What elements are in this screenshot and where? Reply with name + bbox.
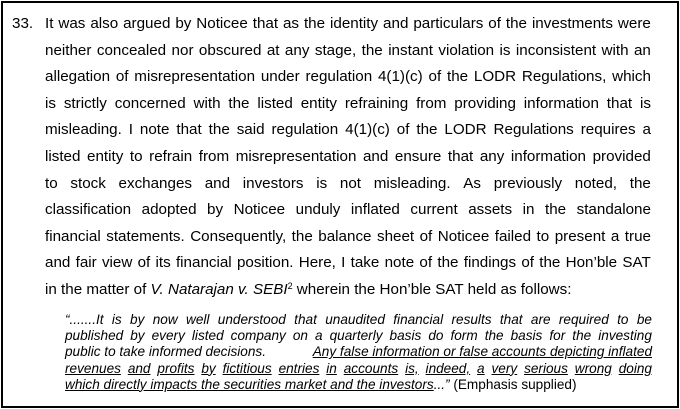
text-line-last bbox=[45, 277, 651, 304]
word: by bbox=[130, 328, 145, 344]
quote-line-last bbox=[65, 377, 652, 393]
word: investing bbox=[598, 328, 652, 344]
word: concealed bbox=[96, 41, 167, 59]
word: is, bbox=[405, 360, 419, 376]
word: of bbox=[428, 68, 442, 86]
word: by bbox=[201, 360, 216, 376]
word: to bbox=[45, 174, 58, 192]
emphasis-note: (Emphasis supplied) bbox=[449, 376, 577, 392]
word: SAT bbox=[622, 254, 651, 272]
word: Hon’ble bbox=[565, 254, 618, 272]
word: note bbox=[139, 121, 170, 139]
word: the bbox=[572, 328, 592, 344]
word: listed bbox=[191, 328, 224, 344]
word: misrepresentation bbox=[134, 68, 256, 86]
text-line bbox=[45, 250, 651, 277]
word: Noticee bbox=[437, 227, 490, 245]
word: inflated bbox=[350, 201, 400, 219]
word: company bbox=[230, 328, 286, 344]
word: note bbox=[384, 254, 415, 272]
word: that bbox=[499, 312, 523, 327]
word: revenues bbox=[65, 360, 121, 376]
word: instant bbox=[388, 41, 433, 59]
word: As bbox=[463, 174, 481, 192]
word: position. bbox=[236, 254, 294, 272]
word: allegation bbox=[45, 68, 111, 86]
word: information bbox=[510, 147, 587, 165]
word: LODR bbox=[444, 121, 487, 139]
word: classification bbox=[45, 201, 132, 219]
word: said bbox=[236, 121, 265, 139]
word: obscured bbox=[198, 41, 262, 59]
word: very bbox=[491, 360, 518, 376]
word: indeed, bbox=[425, 360, 471, 376]
word: failed bbox=[494, 227, 532, 245]
word: the bbox=[228, 94, 250, 112]
word: a bbox=[610, 227, 620, 245]
quote-line bbox=[65, 344, 652, 360]
word: of bbox=[488, 15, 501, 32]
text-after-case: wherein the Hon’ble SAT held as follows: bbox=[292, 280, 572, 298]
quote-end: ...” bbox=[433, 376, 450, 392]
text-line bbox=[45, 91, 651, 118]
word: fair bbox=[75, 254, 97, 272]
word: providing bbox=[454, 94, 516, 112]
word: of bbox=[396, 121, 410, 139]
word: the bbox=[208, 121, 230, 139]
word: stage, bbox=[314, 41, 357, 59]
word: the bbox=[544, 201, 567, 219]
word: is bbox=[499, 41, 511, 59]
word: by bbox=[130, 312, 145, 327]
word: which bbox=[612, 68, 651, 86]
word: a bbox=[315, 328, 323, 344]
word: also bbox=[90, 15, 119, 32]
word: exchanges bbox=[118, 174, 192, 192]
word: do bbox=[428, 328, 444, 344]
word: is bbox=[45, 94, 56, 112]
word: nor bbox=[171, 41, 194, 59]
word: Here, bbox=[298, 254, 336, 272]
word: that bbox=[252, 15, 279, 32]
word: under bbox=[260, 68, 300, 86]
word: of bbox=[521, 254, 534, 272]
word: on bbox=[292, 328, 308, 344]
word: the bbox=[505, 15, 528, 32]
word: stock bbox=[70, 174, 106, 192]
word: a bbox=[642, 121, 651, 139]
word: financial bbox=[45, 227, 101, 245]
word: were bbox=[617, 15, 651, 32]
word: the bbox=[416, 121, 438, 139]
word: with bbox=[193, 94, 221, 112]
word: published bbox=[65, 328, 124, 344]
word: assets bbox=[468, 201, 513, 219]
footnote-marker: 2 bbox=[287, 280, 293, 291]
word: I bbox=[128, 121, 133, 139]
word: misleading. bbox=[373, 174, 451, 192]
word: refrain bbox=[149, 147, 193, 165]
word: listed bbox=[45, 147, 81, 165]
text-line bbox=[45, 224, 651, 251]
word: standalone bbox=[576, 201, 651, 219]
text-line bbox=[45, 197, 651, 224]
word: unaudited bbox=[325, 312, 385, 327]
word: of bbox=[419, 227, 433, 245]
word: basis bbox=[510, 328, 543, 344]
word: that bbox=[447, 147, 474, 165]
word: a bbox=[477, 360, 485, 376]
word: accounts bbox=[343, 360, 399, 376]
text-line bbox=[45, 144, 651, 171]
word: investors bbox=[242, 174, 304, 192]
word: findings bbox=[463, 254, 517, 272]
word: Noticee bbox=[196, 15, 248, 32]
word: Consequently, bbox=[190, 227, 287, 245]
word: serious bbox=[524, 360, 568, 376]
word: basis bbox=[389, 328, 422, 344]
word: misleading. bbox=[45, 121, 122, 139]
word: that bbox=[606, 94, 633, 112]
word: that bbox=[294, 312, 317, 327]
word: quarterly bbox=[329, 328, 383, 344]
word: and bbox=[127, 360, 151, 376]
quote-line bbox=[65, 312, 652, 328]
word: Noticee bbox=[233, 201, 286, 219]
word: and bbox=[45, 254, 71, 272]
word: 4(1)(c) bbox=[345, 121, 390, 139]
word: regulation bbox=[271, 121, 339, 139]
word: of bbox=[115, 68, 129, 86]
word: from bbox=[198, 147, 230, 165]
case-citation: V. Natarajan v. SEBI bbox=[150, 280, 288, 298]
quote-line bbox=[65, 328, 652, 344]
word: to bbox=[617, 312, 629, 327]
word: requires bbox=[580, 121, 636, 139]
word: by bbox=[175, 15, 192, 32]
word: financial bbox=[175, 254, 232, 272]
word: adopted bbox=[141, 201, 197, 219]
word: It bbox=[45, 15, 54, 32]
word: “.......It bbox=[65, 312, 104, 327]
word: any bbox=[284, 41, 310, 59]
word: sheet bbox=[376, 227, 415, 245]
word: is bbox=[640, 94, 651, 112]
word: entries bbox=[278, 360, 320, 376]
word: noted, bbox=[574, 174, 618, 192]
word: understood bbox=[217, 312, 286, 327]
word: well bbox=[186, 312, 210, 327]
word: ensure bbox=[394, 147, 442, 165]
word: from bbox=[416, 94, 447, 112]
word: listed bbox=[257, 94, 293, 112]
word: by bbox=[207, 201, 224, 219]
word: statements. bbox=[106, 227, 185, 245]
word: true bbox=[624, 227, 651, 245]
quote-plain-text: public to take informed decisions. bbox=[65, 344, 270, 360]
word: regulation bbox=[305, 68, 373, 86]
text-before-case: in the matter of bbox=[45, 280, 151, 298]
paragraph-number: 33. bbox=[12, 15, 34, 32]
word: in bbox=[522, 201, 535, 219]
word: inconsistent bbox=[515, 41, 597, 59]
word: refraining bbox=[344, 94, 409, 112]
word: the bbox=[291, 227, 313, 245]
text-line bbox=[45, 117, 651, 144]
text-line bbox=[45, 171, 651, 198]
word: present bbox=[554, 227, 606, 245]
word: profits bbox=[157, 360, 195, 376]
word: unduly bbox=[295, 201, 341, 219]
text-line bbox=[45, 38, 651, 65]
word: every bbox=[151, 328, 185, 344]
paragraph-box bbox=[1, 1, 679, 408]
word: now bbox=[152, 312, 178, 327]
word: concerned bbox=[114, 94, 186, 112]
word: violation bbox=[438, 41, 495, 59]
word: form bbox=[450, 328, 478, 344]
word: was bbox=[58, 15, 86, 32]
word: the bbox=[303, 15, 326, 32]
quote-underlined-text: which directly impacts the securities market and the investors bbox=[65, 376, 434, 392]
block-quote bbox=[65, 312, 652, 393]
word: with bbox=[601, 41, 629, 59]
word: 4(1)(c) bbox=[377, 68, 423, 86]
word: balance bbox=[318, 227, 372, 245]
word: as bbox=[282, 15, 300, 32]
word: and bbox=[204, 174, 231, 192]
word: at bbox=[266, 41, 280, 59]
word: provided bbox=[592, 147, 651, 165]
word: fictitious bbox=[222, 360, 272, 376]
word: entity bbox=[300, 94, 338, 112]
word: argued bbox=[123, 15, 171, 32]
word: results bbox=[451, 312, 492, 327]
word: an bbox=[633, 41, 651, 59]
text-line bbox=[45, 11, 651, 38]
word: not bbox=[339, 174, 362, 192]
word: any bbox=[479, 147, 505, 165]
word: previously bbox=[493, 174, 563, 192]
word: Regulations, bbox=[521, 68, 607, 86]
word: current bbox=[410, 201, 458, 219]
word: the bbox=[446, 68, 469, 86]
word: information bbox=[523, 94, 599, 112]
word: the bbox=[539, 254, 561, 272]
word: required bbox=[558, 312, 609, 327]
word: Regulations bbox=[493, 121, 574, 139]
word: financial bbox=[393, 312, 444, 327]
word: strictly bbox=[63, 94, 107, 112]
word: entity bbox=[87, 147, 124, 165]
word: particulars bbox=[413, 15, 484, 32]
text-line bbox=[45, 64, 651, 91]
word: and bbox=[362, 147, 389, 165]
paragraph-33 bbox=[3, 3, 677, 406]
word: for bbox=[549, 328, 566, 344]
word: the bbox=[437, 254, 459, 272]
word: identity bbox=[330, 15, 379, 32]
word: misrepresentation bbox=[235, 147, 357, 165]
word: the bbox=[484, 328, 504, 344]
word: its bbox=[155, 254, 171, 272]
word: view bbox=[101, 254, 133, 272]
word: of bbox=[419, 254, 433, 272]
word: wrong bbox=[574, 360, 612, 376]
word: I bbox=[341, 254, 346, 272]
word: be bbox=[636, 312, 652, 327]
word: to bbox=[536, 227, 550, 245]
quote-underlined-text: Any false information or false accounts depicting inflated bbox=[312, 344, 652, 360]
word: take bbox=[350, 254, 380, 272]
word: are bbox=[530, 312, 551, 327]
word: LODR bbox=[473, 68, 517, 86]
word: to bbox=[129, 147, 143, 165]
paragraph-body bbox=[45, 11, 651, 304]
word: and bbox=[383, 15, 409, 32]
word: investments bbox=[531, 15, 613, 32]
quote-line-underlined bbox=[65, 361, 652, 377]
word: is bbox=[111, 312, 122, 327]
word: that bbox=[176, 121, 202, 139]
word: is bbox=[316, 174, 328, 192]
word: of bbox=[137, 254, 151, 272]
word: doing bbox=[618, 360, 652, 376]
word: in bbox=[326, 360, 337, 376]
word: the bbox=[629, 174, 651, 192]
word: neither bbox=[45, 41, 92, 59]
word: the bbox=[361, 41, 383, 59]
